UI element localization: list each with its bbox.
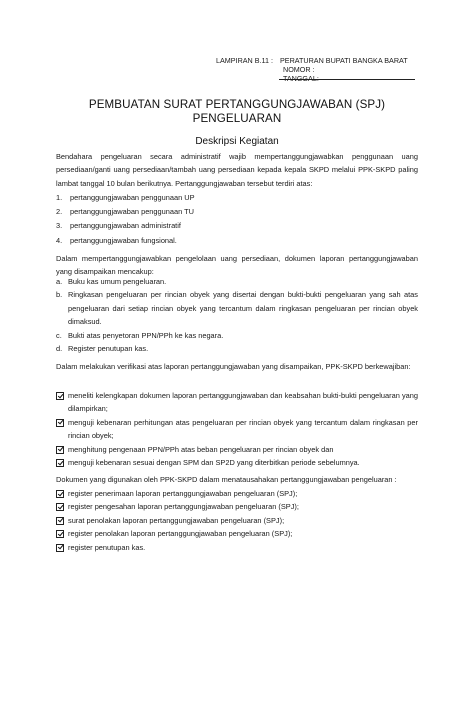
document-title-line1: PEMBUATAN SURAT PERTANGGUNGJAWABAN (SPJ) bbox=[88, 98, 386, 111]
checkbox-checked-icon bbox=[56, 459, 64, 467]
verification-paragraph: Dalam melakukan verifikasi atas laporan pertanggungjawaban yang disampaikan, PPK-SKPD berkewajiban: bbox=[56, 362, 411, 371]
checklist-item: menghitung pengenaan PPN/PPh atas beban pengeluaran per rincian obyek dan bbox=[56, 443, 418, 456]
report-documents-paragraph: Dalam mempertanggungjawabkan pengelolaan uang persediaan, dokumen laporan pertanggungjawaban yang disampaikan mencakup: bbox=[56, 254, 418, 277]
header-regulation: PERATURAN BUPATI BANGKA BARAT bbox=[280, 56, 408, 65]
alpha-list bbox=[56, 275, 418, 355]
checkbox-checked-icon bbox=[56, 517, 64, 525]
checklist-item: meneliti kelengkapan dokumen laporan pertanggungjawaban dan keabsahan bukti-bukti pengeluaran yang dilampirkan; bbox=[56, 389, 418, 416]
checkbox-checked-icon bbox=[56, 419, 64, 427]
list-item: 4. pertanggungjawaban fungsional. bbox=[56, 235, 177, 245]
checkbox-checked-icon bbox=[56, 503, 64, 511]
checklist-item: register pengesahan laporan pertanggungjawaban pengeluaran (SPJ); bbox=[56, 500, 418, 513]
checklist-item: register penutupan kas. bbox=[56, 541, 418, 554]
list-item: 3. pertanggungjawaban administratif bbox=[56, 221, 181, 231]
checklist-item: menguji kebenaran sesuai dengan SPM dan SP2D yang diterbitkan periode sebelumnya. bbox=[56, 456, 418, 469]
checklist-item: register penerimaan laporan pertanggungjawaban pengeluaran (SPJ); bbox=[56, 487, 418, 500]
list-item: 2. pertanggungjawaban penggunaan TU bbox=[56, 207, 194, 217]
list-item: 1. pertanggungjawaban penggunaan UP bbox=[56, 193, 195, 202]
checkbox-checked-icon bbox=[56, 392, 64, 400]
header-tanggal: TANGGAL: bbox=[283, 74, 319, 83]
header-underline bbox=[279, 79, 415, 80]
numbered-list bbox=[56, 191, 416, 248]
list-item: a. Buku kas umum pengeluaran. bbox=[56, 277, 167, 286]
checklist-item: register penolakan laporan pertanggungjawaban pengeluaran (SPJ); bbox=[56, 527, 418, 540]
checklist-item: menguji kebenaran perhitungan atas pengeluaran per rincian obyek yang tercantum dalam ringkasan per rincian obyek; bbox=[56, 416, 418, 443]
intro-paragraph: Bendahara pengeluaran secara administratif wajib mempertanggungjawabkan penggunaan uang persediaan/ganti uang persediaan/tambah uang persediaan kepada kepala SKPD melalui PPK-SKPD paling lambat tanggal 10 bulan berikutnya. Pertanggungjawaban tersebut terdiri atas: bbox=[56, 152, 418, 188]
verification-checklist bbox=[56, 389, 418, 469]
header-nomor: NOMOR : bbox=[283, 65, 315, 74]
documents-checklist bbox=[56, 487, 418, 554]
list-item: d. Register penutupan kas. bbox=[56, 344, 149, 354]
checkbox-checked-icon bbox=[56, 530, 64, 538]
list-item: b. Ringkasan pengeluaran per rincian obyek yang disertai dengan bukti-bukti pengeluaran yang sah atas pengeluaran dari setiap rincian obyek yang tercantum dalam ringkasan pengeluaran per rincian obyek dimaksud. bbox=[56, 290, 418, 327]
checkbox-checked-icon bbox=[56, 446, 64, 454]
checkbox-checked-icon bbox=[56, 490, 64, 498]
list-item: c. Bukti atas penyetoran PPN/PPh ke kas negara. bbox=[56, 330, 224, 340]
checkbox-checked-icon bbox=[56, 544, 64, 552]
header-lampiran: LAMPIRAN B.11 : bbox=[216, 56, 273, 65]
documents-paragraph: Dokumen yang digunakan oleh PPK-SKPD dalam menatausahakan pertanggungjawaban pengeluaran : bbox=[56, 475, 397, 484]
document-title-line2: PENGELUARAN bbox=[192, 112, 282, 125]
section-subtitle: Deskripsi Kegiatan bbox=[195, 136, 279, 147]
checklist-item: surat penolakan laporan pertanggungjawaban pengeluaran (SPJ); bbox=[56, 514, 418, 527]
